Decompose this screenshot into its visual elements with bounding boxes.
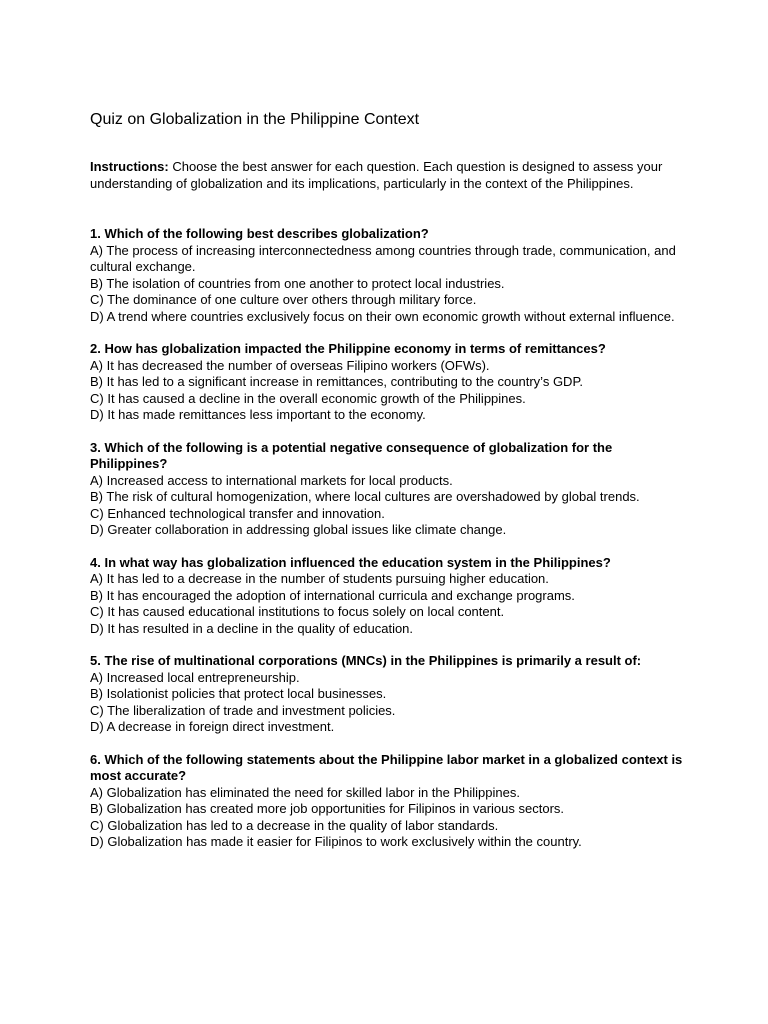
question-text: 4. In what way has globalization influenced the education system in the Philippines? [90, 554, 611, 570]
question-1 [90, 226, 690, 325]
question-text: 2. How has globalization impacted the Philippine economy in terms of remittances? [90, 341, 606, 356]
option-d: D) A decrease in foreign direct investment. [90, 719, 335, 734]
instructions-text: Choose the best answer for each question. Each question is designed to assess your understanding of globalization and its implications, particularly in the context of the Philippines. [90, 159, 663, 191]
option-c: C) It has caused a decline in the overall economic growth of the Philippines. [90, 390, 526, 406]
option-d: D) Globalization has made it easier for Filipinos to work exclusively within the country. [90, 834, 582, 849]
question-text: 6. Which of the following statements about the Philippine labor market in a globalized context is most accurate? [90, 751, 683, 783]
option-a: A) Globalization has eliminated the need for skilled labor in the Philippines. [90, 784, 520, 800]
question-4 [90, 555, 690, 638]
option-c: C) Globalization has led to a decrease in the quality of labor standards. [90, 817, 499, 833]
document-body [90, 108, 690, 867]
option-d: D) Greater collaboration in addressing global issues like climate change. [90, 522, 507, 537]
option-a: A) Increased local entrepreneurship. [90, 669, 300, 685]
instructions [90, 158, 690, 192]
option-d: D) It has made remittances less important to the economy. [90, 407, 426, 422]
option-c: C) The liberalization of trade and investment policies. [90, 702, 396, 718]
option-a: A) It has led to a decrease in the number of students pursuing higher education. [90, 571, 549, 586]
option-c: C) It has caused educational institutions to focus solely on local content. [90, 604, 505, 619]
question-6 [90, 752, 690, 851]
option-c: C) Enhanced technological transfer and innovation. [90, 505, 385, 521]
option-b: B) Globalization has created more job opportunities for Filipinos in various sectors. [90, 801, 565, 816]
instructions-label: Instructions: [90, 159, 169, 174]
option-a: A) Increased access to international markets for local products. [90, 472, 453, 488]
option-b: B) The risk of cultural homogenization, where local cultures are overshadowed by global trends. [90, 489, 640, 504]
option-a: A) The process of increasing interconnectedness among countries through trade, communication, and cultural exchange. [90, 242, 676, 274]
option-d: D) A trend where countries exclusively focus on their own economic growth without external influence. [90, 308, 675, 324]
question-text: 5. The rise of multinational corporations (MNCs) in the Philippines is primarily a result of: [90, 653, 642, 668]
option-b: B) The isolation of countries from one another to protect local industries. [90, 275, 505, 291]
question-3 [90, 440, 690, 539]
document-title: Quiz on Globalization in the Philippine Context [90, 111, 420, 128]
option-b: B) It has led to a significant increase in remittances, contributing to the country’s GDP. [90, 374, 584, 389]
question-5 [90, 653, 690, 736]
question-text: 3. Which of the following is a potential negative consequence of globalization for the Philippines? [90, 439, 613, 471]
question-text: 1. Which of the following best describes globalization? [90, 226, 429, 241]
option-d: D) It has resulted in a decline in the quality of education. [90, 620, 414, 636]
option-c: C) The dominance of one culture over others through military force. [90, 292, 477, 307]
question-2 [90, 341, 690, 424]
option-b: B) It has encouraged the adoption of international curricula and exchange programs. [90, 587, 575, 603]
option-b: B) Isolationist policies that protect local businesses. [90, 686, 387, 701]
option-a: A) It has decreased the number of overseas Filipino workers (OFWs). [90, 357, 490, 373]
